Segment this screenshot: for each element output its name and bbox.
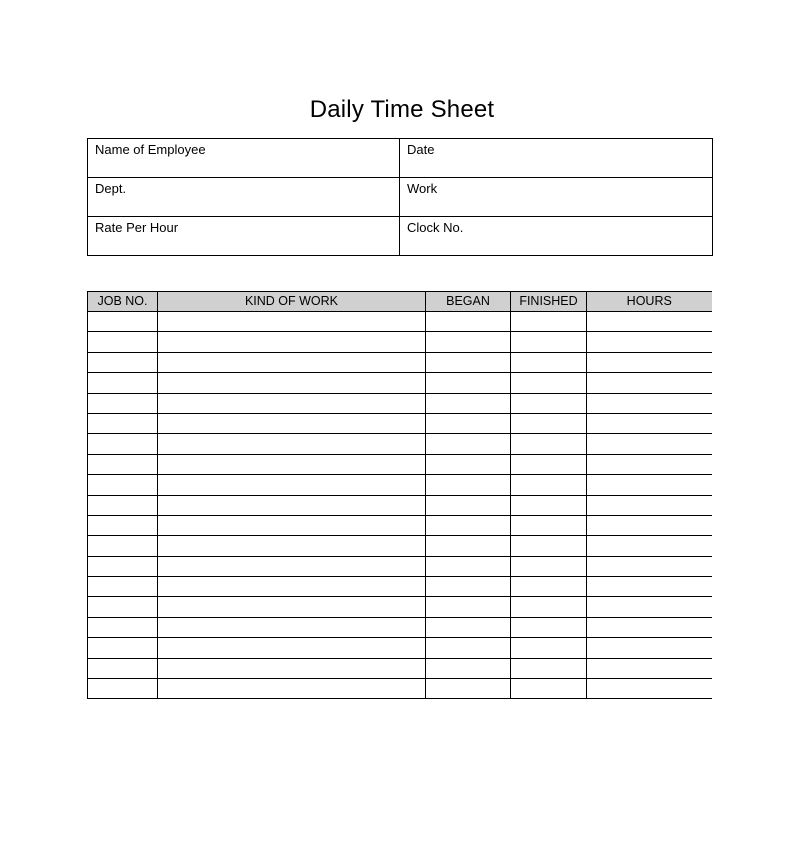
job-no-cell[interactable] [88, 658, 158, 678]
kind-of-work-cell[interactable] [158, 556, 426, 576]
date-label: Date [407, 142, 435, 157]
hours-cell[interactable] [587, 475, 712, 495]
kind-of-work-cell[interactable] [158, 536, 426, 556]
finished-cell[interactable] [511, 373, 587, 393]
kind-of-work-cell[interactable] [158, 434, 426, 454]
kind-of-work-cell[interactable] [158, 413, 426, 433]
hours-cell[interactable] [587, 352, 712, 372]
kind-of-work-cell[interactable] [158, 679, 426, 699]
finished-cell[interactable] [511, 515, 587, 535]
table-row [88, 556, 712, 576]
began-cell[interactable] [426, 454, 511, 474]
table-row [88, 679, 712, 699]
began-cell[interactable] [426, 536, 511, 556]
kind-of-work-cell[interactable] [158, 312, 426, 332]
finished-cell[interactable] [511, 312, 587, 332]
dept-label: Dept. [95, 181, 127, 196]
kind-of-work-cell[interactable] [158, 515, 426, 535]
hours-cell[interactable] [587, 515, 712, 535]
finished-cell[interactable] [511, 638, 587, 658]
job-no-cell[interactable] [88, 638, 158, 658]
hours-cell[interactable] [587, 597, 712, 617]
employee-name-label: Name of Employee [95, 142, 206, 157]
job-no-cell[interactable] [88, 515, 158, 535]
hours-cell[interactable] [587, 638, 712, 658]
table-row [88, 352, 712, 372]
hours-cell[interactable] [587, 393, 712, 413]
table-row [88, 658, 712, 678]
finished-cell[interactable] [511, 495, 587, 515]
job-no-cell[interactable] [88, 495, 158, 515]
clock-no-label: Clock No. [407, 220, 464, 235]
finished-cell[interactable] [511, 617, 587, 637]
job-no-cell[interactable] [88, 577, 158, 597]
work-table-body [88, 312, 712, 699]
table-row [88, 373, 712, 393]
began-cell[interactable] [426, 597, 511, 617]
table-row [88, 454, 712, 474]
table-row [88, 393, 712, 413]
clock-no-field[interactable] [400, 217, 713, 256]
hours-cell[interactable] [587, 556, 712, 576]
job-no-cell[interactable] [88, 312, 158, 332]
hours-cell[interactable] [587, 536, 712, 556]
dept-field[interactable] [88, 178, 400, 217]
job-no-cell[interactable] [88, 617, 158, 637]
work-table-header-row [88, 292, 712, 312]
began-cell[interactable] [426, 556, 511, 576]
rate-per-hour-field[interactable] [88, 217, 400, 256]
table-row [88, 617, 712, 637]
finished-cell[interactable] [511, 536, 587, 556]
began-cell[interactable] [426, 679, 511, 699]
info-row [88, 139, 713, 178]
table-row [88, 597, 712, 617]
finished-cell[interactable] [511, 577, 587, 597]
job-no-cell[interactable] [88, 597, 158, 617]
table-row [88, 515, 712, 535]
finished-cell[interactable] [511, 352, 587, 372]
began-cell[interactable] [426, 312, 511, 332]
employee-name-field[interactable] [88, 139, 400, 178]
job-no-cell[interactable] [88, 556, 158, 576]
kind-of-work-cell[interactable] [158, 352, 426, 372]
sheet-title: Daily Time Sheet [309, 96, 495, 123]
date-field[interactable] [400, 139, 713, 178]
table-row [88, 413, 712, 433]
kind-of-work-header: KIND OF WORK [158, 292, 426, 312]
began-cell[interactable] [426, 475, 511, 495]
kind-of-work-cell[interactable] [158, 332, 426, 352]
table-row [88, 332, 712, 352]
hours-cell[interactable] [587, 679, 712, 699]
began-cell[interactable] [426, 638, 511, 658]
job-no-cell[interactable] [88, 413, 158, 433]
began-cell[interactable] [426, 515, 511, 535]
table-row [88, 495, 712, 515]
hours-header: HOURS [587, 292, 712, 312]
kind-of-work-cell[interactable] [158, 475, 426, 495]
began-cell[interactable] [426, 413, 511, 433]
kind-of-work-cell[interactable] [158, 597, 426, 617]
kind-of-work-cell[interactable] [158, 454, 426, 474]
kind-of-work-cell[interactable] [158, 393, 426, 413]
began-cell[interactable] [426, 393, 511, 413]
work-label: Work [407, 181, 438, 196]
job-no-cell[interactable] [88, 332, 158, 352]
table-row [88, 475, 712, 495]
began-cell[interactable] [426, 352, 511, 372]
table-row [88, 577, 712, 597]
finished-cell[interactable] [511, 658, 587, 678]
rate-per-hour-label: Rate Per Hour [95, 220, 179, 235]
employee-info-table [87, 138, 713, 256]
finished-cell[interactable] [511, 332, 587, 352]
info-row [88, 178, 713, 217]
finished-cell[interactable] [511, 413, 587, 433]
kind-of-work-cell[interactable] [158, 638, 426, 658]
finished-cell[interactable] [511, 556, 587, 576]
table-row [88, 312, 712, 332]
kind-of-work-cell[interactable] [158, 577, 426, 597]
began-cell[interactable] [426, 373, 511, 393]
kind-of-work-cell[interactable] [158, 658, 426, 678]
job-no-cell[interactable] [88, 536, 158, 556]
job-no-cell[interactable] [88, 454, 158, 474]
began-cell[interactable] [426, 332, 511, 352]
job-no-cell[interactable] [88, 475, 158, 495]
table-row [88, 638, 712, 658]
began-cell[interactable] [426, 617, 511, 637]
finished-cell[interactable] [511, 475, 587, 495]
hours-cell[interactable] [587, 454, 712, 474]
kind-of-work-cell[interactable] [158, 617, 426, 637]
hours-cell[interactable] [587, 373, 712, 393]
began-cell[interactable] [426, 495, 511, 515]
hours-cell[interactable] [587, 332, 712, 352]
began-header: BEGAN [426, 292, 511, 312]
hours-cell[interactable] [587, 577, 712, 597]
finished-cell[interactable] [511, 434, 587, 454]
job-no-cell[interactable] [88, 434, 158, 454]
finished-cell[interactable] [511, 597, 587, 617]
kind-of-work-cell[interactable] [158, 373, 426, 393]
job-no-cell[interactable] [88, 373, 158, 393]
began-cell[interactable] [426, 434, 511, 454]
hours-cell[interactable] [587, 658, 712, 678]
hours-cell[interactable] [587, 617, 712, 637]
info-row [88, 217, 713, 256]
work-field[interactable] [400, 178, 713, 217]
hours-cell[interactable] [587, 434, 712, 454]
work-log-table [87, 291, 712, 699]
finished-cell[interactable] [511, 679, 587, 699]
table-row [88, 536, 712, 556]
hours-cell[interactable] [587, 312, 712, 332]
job-no-cell[interactable] [88, 352, 158, 372]
kind-of-work-cell[interactable] [158, 495, 426, 515]
job-no-cell[interactable] [88, 393, 158, 413]
finished-cell[interactable] [511, 393, 587, 413]
table-row [88, 434, 712, 454]
finished-cell[interactable] [511, 454, 587, 474]
hours-cell[interactable] [587, 495, 712, 515]
job-no-header: JOB NO. [88, 292, 158, 312]
hours-cell[interactable] [587, 413, 712, 433]
began-cell[interactable] [426, 658, 511, 678]
job-no-cell[interactable] [88, 679, 158, 699]
began-cell[interactable] [426, 577, 511, 597]
finished-header: FINISHED [511, 292, 587, 312]
